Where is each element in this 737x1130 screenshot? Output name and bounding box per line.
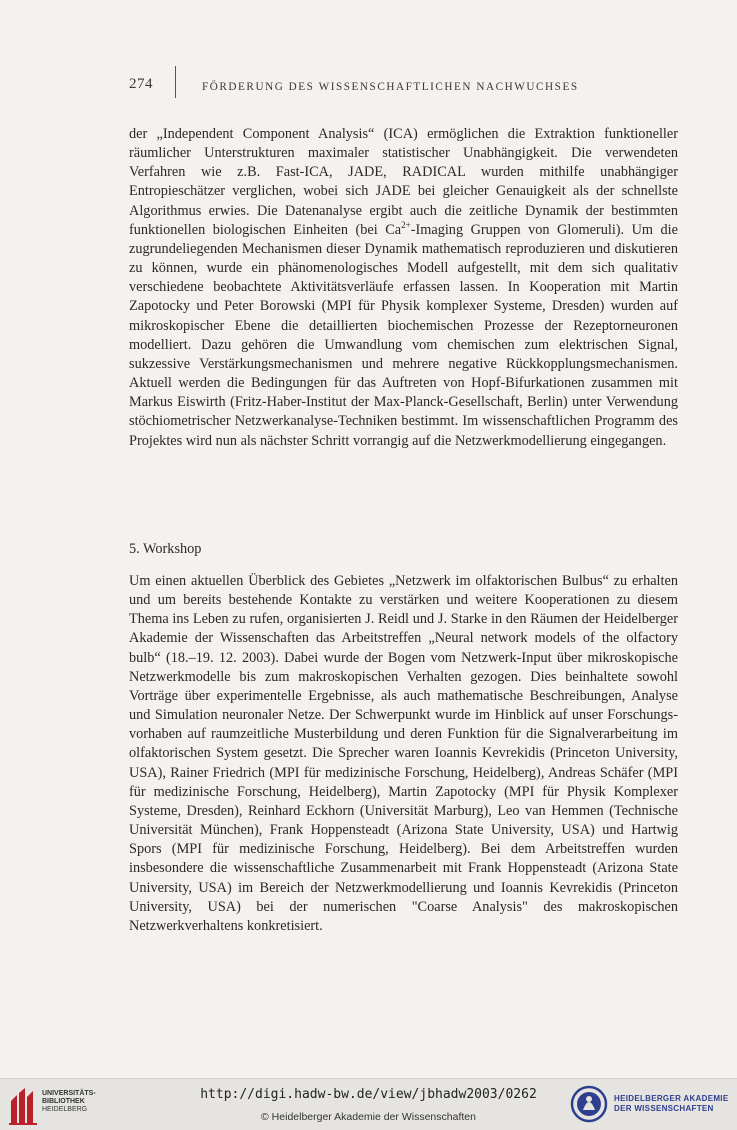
paragraph-analysis [129, 125, 678, 451]
section-heading: 5. Workshop [129, 541, 202, 557]
library-name-line1: UNIVERSITÄTS- [42, 1090, 96, 1097]
permalink-url[interactable]: http://digi.hadw-bw.de/view/jbhadw2003/0262 [200, 1087, 537, 1102]
academy-seal-icon [570, 1084, 608, 1124]
running-title: FÖRDERUNG DES WISSENSCHAFTLICHEN NACHWUCHSES [202, 81, 579, 93]
running-header [129, 76, 689, 98]
paragraph-workshop [129, 572, 678, 936]
paragraph-text: Um einen aktuellen Überblick des Gebietes „Netzwerk im olfaktorischen Bulbus“ zu erhalten und um bereits bestehende Kontakte zu verstärken und weitere Kooperationen zu diesem Thema ins Leben zu rufen, organisierten J. Reidl und J. Starke in den Räumen der Heidelberger Akademie der Wissenschaften das Arbeitstreffen „Neural network models of the olfactory bulb“ (18.–19. 12. 2003). Dabei wurde der Bogen vom Netzwerk-Input über mikroskopische Netzwerkmodelle bis zum makroskopischen Verhalten gezogen. Dies beinhaltete sowohl Vorträge über experimentelle Ergebnisse, als auch mathematische Beschreibungen, Analyse und Simulation neuronaler Netze. Der Schwerpunkt wurde im Hinblick auf unser Forschungsvorhaben auf raumzeitliche Musterbildung und deren Funktion für die Signalverarbeitung im olfaktorischen System gesetzt. Die Sprecher waren Ioannis Kevrekidis (Princeton University, USA), Rainer Friedrich (MPI für medizinische Forschung, Heidelberg), Andreas Schäfer (MPI für medizinische Forschung, Heidelberg), Martin Zapotocky (MPI für Physik Komplexer Systeme, Dresden), Reinhard Eckhorn (Universität Marburg), Leo van Hemmen (Technische Universität München), Frank Hoppensteadt (Arizona State University, USA) und Hartwig Spors (MPI für medizinische Forschung, Heidelberg). Bei dem Arbeitstreffen wurden insbesondere die wissenschaftliche Zusammenarbeit mit Frank Hoppensteadt (Arizona State University, USA) im Bereich der Netzwerkmodellierung und Ioannis Kevrekidis (Princeton University, USA) bei der numerischen "Coarse Analysis" des makroskopischen Netzwerkverhaltens konkretisiert. [129, 573, 678, 934]
academy-name-line2: DER WISSENSCHAFTEN [614, 1104, 714, 1113]
paragraph-text [129, 125, 678, 451]
academy-name [614, 1094, 728, 1114]
page-number: 274 [129, 76, 153, 92]
library-name-line2: BIBLIOTHEK [42, 1098, 85, 1105]
digitization-footer [0, 1078, 737, 1130]
paragraph-text-part1: der „Independent Component Analysis“ (ICA) ermöglichen die Extraktion funktioneller räumlicher Unterstrukturen maximaler statistischer Unabhängigkeit. Die verwendeten Verfahren wie z.B. Fast-ICA, JADE, RADICAL wurden mithilfe unabhängiger Entropieschätzer verglichen, wobei sich JADE bei gleicher Genauigkeit als der schnellste Algorithmus erwies. Die Datenanalyse ergibt auch die zeitliche Dynamik der bestimmten funktionellen biologischen Einheiten (bei Ca [129, 126, 678, 238]
academy-name-line1: HEIDELBERGER AKADEMIE [614, 1094, 729, 1103]
paragraph-text-part2: -Imaging Gruppen von Glomeruli). Um die zugrundeliegenden Mechanismen dieser Dynamik mathematisch reproduzieren und diskutieren zu können, wurde ein phänomenologisches Modell aufgestellt, mit dem sich qualitativ verschiedene beobachtete Aktivitätsverläufe erfassen lassen. In Kooperation mit Martin Zapotocky und Peter Borowski (MPI für Physik komplexer Systeme, Dresden) wurden auf mikroskopischer Ebene die detaillierten biochemischen Prozesse der Rezeptorneuronen modelliert. Dazu gehören die Umwandlung vom chemischen zum elektrischen Signal, sukzessive Verstärkungsmechanismen und mehrere negative Rückkopplungsmechanismen. Aktuell werden die Bedingungen für das Auftreten von Hopf-Bifurkationen zusammen mit Markus Eiswirth (Fritz-Haber-Institut der Max-Planck-Gesellschaft, Berlin) unter Verwendung stöchiometrischer Netzwerkanalyse-Techniken bestimmt. Im wissenschaftlichen Programm des Projektes wird nun als nächster Schritt vorrangig auf die Netzwerkmodellierung eingegangen. [129, 221, 678, 449]
header-divider [175, 66, 176, 98]
library-name-line3: HEIDELBERG [42, 1106, 88, 1113]
copyright-notice: © Heidelberger Akademie der Wissenschaften [261, 1111, 476, 1123]
superscript-charge: 2+ [401, 220, 411, 231]
